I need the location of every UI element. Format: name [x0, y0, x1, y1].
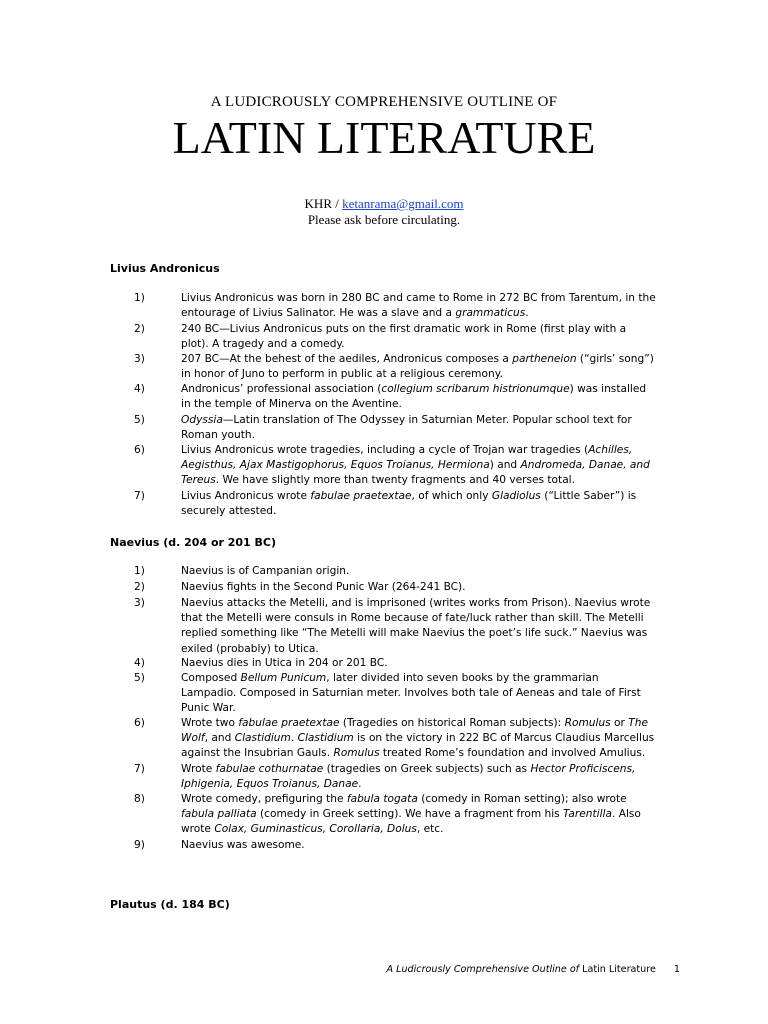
section-heading-livius: Livius Andronicus [110, 262, 220, 275]
list-item-number: 4) [134, 657, 145, 669]
author-initials: KHR / [304, 196, 343, 211]
list-item-text: Odyssia—Latin translation of The Odyssey in Saturnian Meter. Popular school text for Roman youth. [181, 414, 632, 442]
document-supertitle: A LUDICROUSLY COMPREHENSIVE OUTLINE OF [210, 94, 558, 110]
page-footer [300, 964, 680, 975]
list-item-number: 7) [134, 490, 145, 502]
list-item-number: 8) [134, 793, 145, 805]
list-item-text: Naevius is of Campanian origin. [181, 565, 350, 577]
list-item-text: 207 BC—At the behest of the aediles, Andronicus composes a partheneion (“girls’ song”) in honor of Juno to perform in public at a religious ceremony. [181, 353, 654, 381]
list-item-text: 240 BC—Livius Andronicus puts on the first dramatic work in Rome (first play with a plot). A tragedy and a comedy. [181, 323, 627, 351]
page-number: 1 [673, 964, 680, 975]
list-item-number: 5) [134, 414, 145, 426]
section-heading-naevius: Naevius (d. 204 or 201 BC) [110, 536, 277, 549]
list-item-number: 4) [134, 383, 145, 395]
footer-title: Latin Literature [582, 964, 656, 975]
circulation-note: Please ask before circulating. [307, 212, 461, 227]
list-item-number: 1) [134, 565, 145, 577]
list-item-text: Livius Andronicus was born in 280 BC and came to Rome in 272 BC from Tarentum, in the entourage of Livius Salinator. He was a slave and a grammaticus. [181, 292, 656, 320]
list-item-number: 9) [134, 839, 145, 851]
document-title: LATIN LITERATURE [172, 112, 596, 163]
list-item-number: 2) [134, 581, 145, 593]
list-item-text: Naevius attacks the Metelli, and is imprisoned (writes works from Prison). Naevius wrote that the Metelli were consuls in Rome because of fate/luck rather than skill. The Metelli replied something like “The Metelli will make Naevius the poet’s life suck.” Naevius was exiled (probably) to Utica. [181, 597, 651, 655]
list-item-text: Andronicus’ professional association (collegium scribarum histrionumque) was installed in the temple of Minerva on the Aventine. [181, 383, 647, 411]
list-item-number: 3) [134, 353, 145, 365]
list-item-number: 2) [134, 323, 145, 335]
list-item-text: Livius Andronicus wrote fabulae praetextae, of which only Gladiolus (“Little Saber”) is securely attested. [181, 490, 637, 518]
list-item-number: 3) [134, 597, 145, 609]
section-heading-plautus: Plautus (d. 184 BC) [110, 898, 230, 911]
list-item-number: 1) [134, 292, 145, 304]
list-item-number: 5) [134, 672, 145, 684]
list-item-text: Naevius dies in Utica in 204 or 201 BC. [181, 657, 388, 669]
list-item-text: Naevius was awesome. [181, 839, 305, 851]
author-block [0, 196, 768, 228]
list-item-text: Livius Andronicus wrote tragedies, including a cycle of Trojan war tragedies (Achilles, Aegisthus, Ajax Mastigophorus, Equos Troianus, Hermiona) and Andromeda, Danae, and Tereus. We have slightly more than twenty fragments and 40 verses total. [181, 444, 650, 487]
email-link[interactable]: ketanrama@gmail.com [342, 196, 464, 211]
list-item-number: 6) [134, 717, 145, 729]
list-item-text: Wrote comedy, prefiguring the fabula togata (comedy in Roman setting); also wrote fabula palliata (comedy in Greek setting). We have a fragment from his Tarentilla. Also wrote Colax, Guminasticus, Corollaria, Dolus, etc. [181, 793, 641, 836]
list-item-text: Wrote fabulae cothurnatae (tragedies on Greek subjects) such as Hector Proficiscens, Iphigenia, Equos Troianus, Danae. [181, 763, 636, 791]
list-item-text: Composed Bellum Punicum, later divided into seven books by the grammarian Lampadio. Composed in Saturnian meter. Involves both tale of Aeneas and tale of First Punic War. [181, 672, 641, 715]
list-item-text: Wrote two fabulae praetextae (Tragedies on historical Roman subjects): Romulus or The Wolf, and Clastidium. Clastidium is on the victory in 222 BC of Marcus Claudius Marcellus against the Insubrian Gauls. Romulus treated Rome’s foundation and involved Amulius. [181, 717, 655, 760]
list-item-number: 7) [134, 763, 145, 775]
footer-running-title: A Ludicrously Comprehensive Outline of [386, 964, 583, 975]
list-item-number: 6) [134, 444, 145, 456]
list-item-text: Naevius fights in the Second Punic War (264-241 BC). [181, 581, 466, 593]
